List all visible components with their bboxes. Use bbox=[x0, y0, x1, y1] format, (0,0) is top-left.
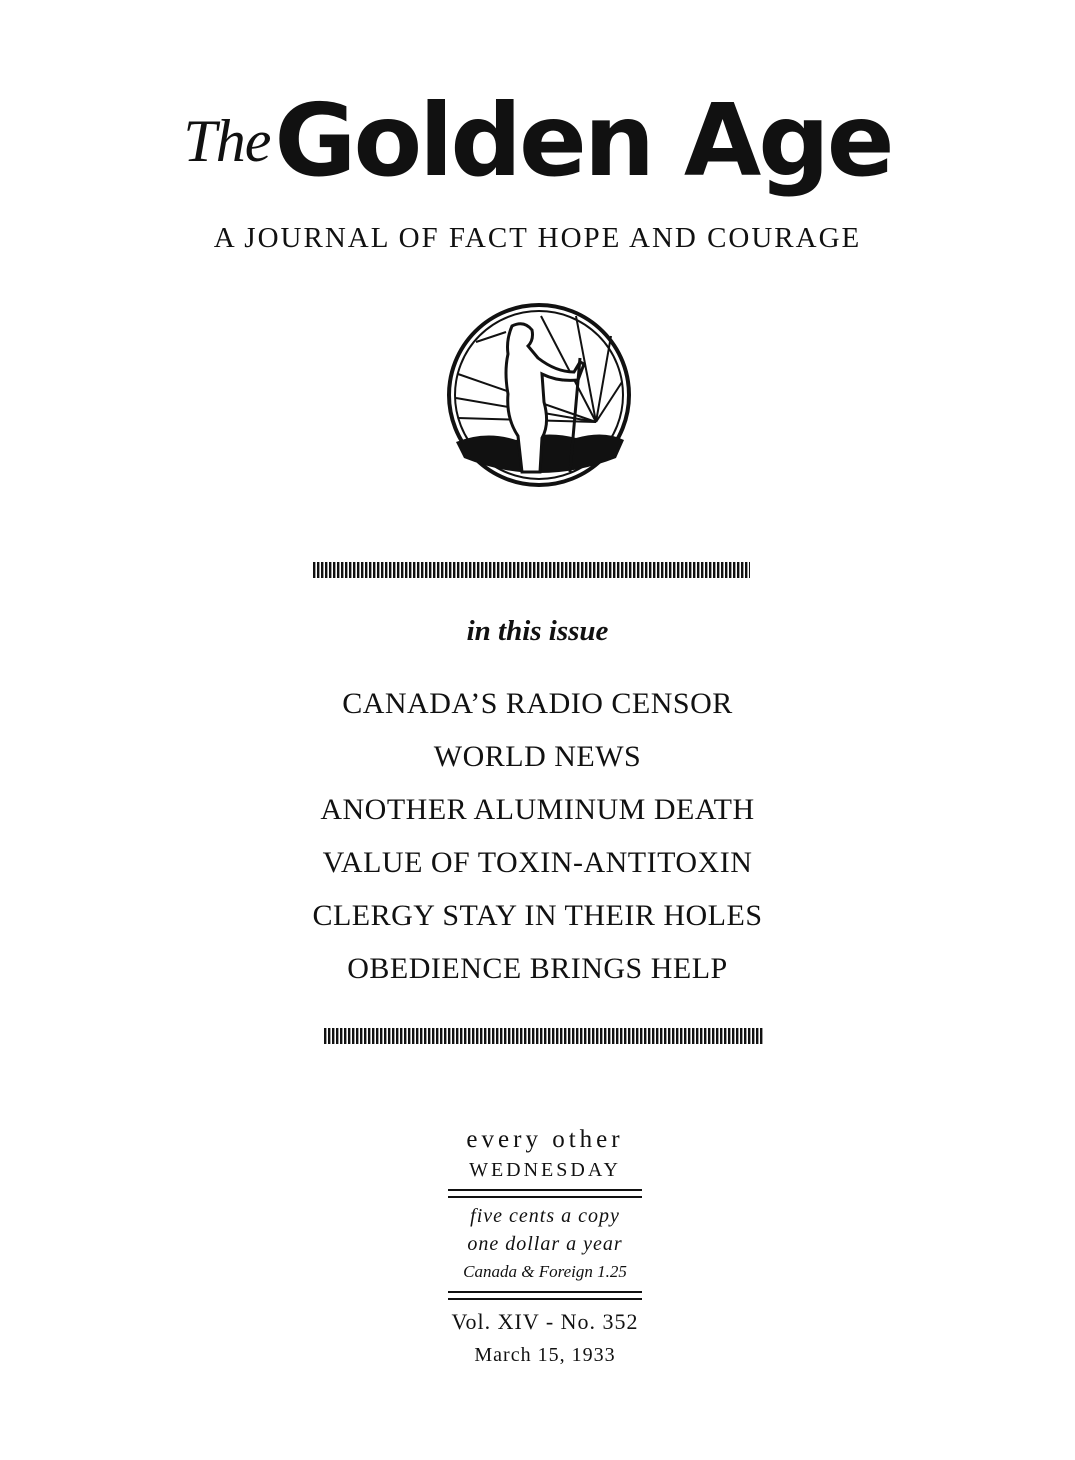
contents-item: WORLD NEWS bbox=[433, 740, 642, 773]
masthead-title bbox=[0, 82, 1075, 199]
sower-emblem-icon bbox=[446, 302, 632, 488]
contents-list bbox=[0, 680, 1075, 998]
contents-item: VALUE OF TOXIN-ANTITOXIN bbox=[322, 846, 753, 879]
ornamental-rule-bottom bbox=[324, 1026, 764, 1046]
double-rule bbox=[448, 1189, 642, 1198]
issue-date: March 15, 1933 bbox=[474, 1344, 616, 1366]
masthead-golden-age: Golden Age bbox=[274, 82, 892, 199]
price-per-year: one dollar a year bbox=[467, 1233, 623, 1255]
price-per-copy: five cents a copy bbox=[470, 1205, 620, 1227]
contents-item: CLERGY STAY IN THEIR HOLES bbox=[312, 899, 763, 932]
price-foreign: Canada & Foreign 1.25 bbox=[463, 1262, 627, 1281]
masthead-the: The bbox=[183, 108, 271, 174]
contents-item: ANOTHER ALUMINUM DEATH bbox=[320, 793, 755, 826]
frequency-line-2: WEDNESDAY bbox=[469, 1159, 621, 1181]
volume-number: Vol. XIV - No. 352 bbox=[451, 1309, 639, 1334]
in-this-issue-heading: in this issue bbox=[466, 615, 609, 647]
contents-item: OBEDIENCE BRINGS HELP bbox=[347, 952, 728, 985]
frequency-line-1: every other bbox=[466, 1126, 624, 1153]
tagline: A JOURNAL OF FACT HOPE AND COURAGE bbox=[213, 222, 862, 254]
contents-item: CANADA’S RADIO CENSOR bbox=[342, 687, 733, 720]
publication-info bbox=[442, 1124, 648, 1370]
double-rule bbox=[448, 1291, 642, 1300]
ornamental-rule-top bbox=[313, 560, 750, 580]
